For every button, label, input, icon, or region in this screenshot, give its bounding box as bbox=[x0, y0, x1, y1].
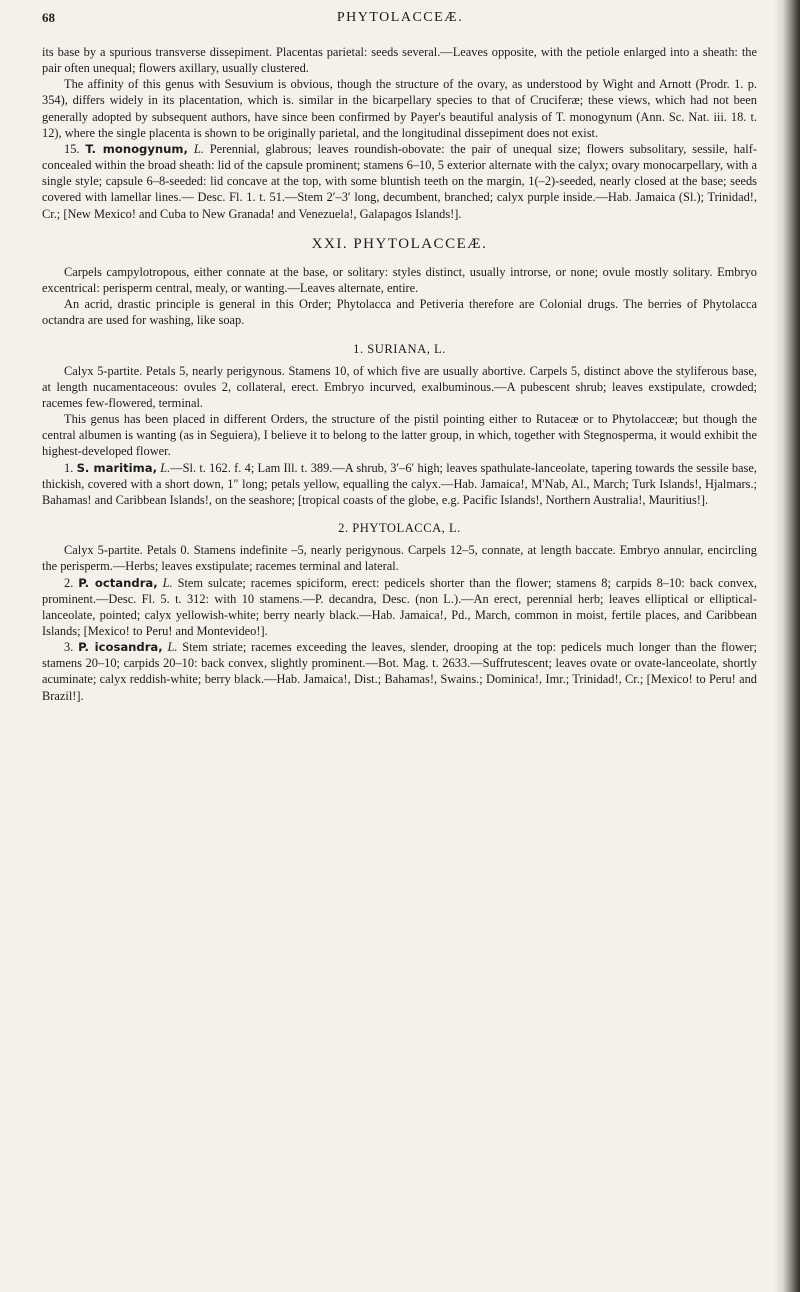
species-name: P. icosandra, bbox=[78, 640, 163, 655]
genus-description-suriana: Calyx 5-partite. Petals 5, nearly perigynous. Stamens 10, of which five are usually abortive. Carpels 5, distinct above the styliferous base, at length nucamentaceous: ovules 2, collateral, erect. Embryo incurved, exalbuminous.—A pubescent shrub; leaves exstipulate, crowded; racemes few-flowered, terminal. bbox=[42, 363, 757, 410]
species-entry-t-monogynum: 15. T. monogynum, L. Perennial, glabrous; leaves roundish-obovate: the pair of unequal size; flowers subsolitary, sessile, half-concealed within the broad sheath: lid of the capsule prominent; stamens 6–10, 5 exterior alternate with the calyx; ovary monocarpellary, with a single style; capsule 6–8-seeded: lid concave at the top, with some bluntish teeth on the margin, 1(–2)-seeded, nearly closed at the base; seeds covered with lamellar lines.— Desc. Fl. 1. t. 51.—Stem 2′–3′ long, decumbent, branched; calyx purple inside.—Hab. Jamaica (Sl.); Trinidad!, Cr.; [New Mexico! and Cuba to New Granada! and Venezuela!, Galapagos Islands!]. bbox=[42, 141, 757, 221]
order-heading: XXI. PHYTOLACCEÆ. bbox=[311, 235, 488, 252]
genus-heading-suriana: 1. SURIANA, L. bbox=[353, 341, 446, 356]
running-title: PHYTOLACCEÆ. bbox=[336, 10, 464, 25]
genus-description-phytolacca: Calyx 5-partite. Petals 0. Stamens indefinite –5, nearly perigynous. Carpels 12–5, connate, at length baccate. Embryo annular, encircling the perisperm.—Herbs; leaves exstipulate; racemes terminal and lateral. bbox=[42, 543, 757, 574]
species-name: T. monogynum, bbox=[85, 141, 188, 156]
order-notes: An acrid, drastic principle is general in this Order; Phytolacca and Petiveria therefore are Colonial drugs. The berries of Phytolacca octandra are used for washing, like soap. bbox=[42, 297, 757, 328]
genus-heading-phytolacca: 2. PHYTOLACCA, L. bbox=[338, 521, 461, 536]
genus-notes-suriana: This genus has been placed in different Orders, the structure of the pistil pointing either to Rutaceæ or to Phytolacceæ; but though the central albumen is wanting (as in Seguiera), I believe it to belong to the latter group, in which, together with Stegnosperma, it would exhibit the highest-developed flower. bbox=[42, 412, 757, 459]
species-name: S. maritima, bbox=[76, 460, 157, 475]
paragraph-continued: its base by a spurious transverse dissepiment. Placentas parietal: seeds several.—Leaves opposite, with the petiole enlarged into a sheath: the pair often unequal; flowers axillary, usually clustered. bbox=[42, 45, 757, 76]
page-number: 68 bbox=[42, 10, 55, 25]
page-body bbox=[42, 42, 757, 704]
species-entry-s-maritima: 1. S. maritima, L.—Sl. t. 162. f. 4; Lam Ill. t. 389.—A shrub, 3′–6′ high; leaves spathulate-lanceolate, tapering towards the sessile base, thickish, covered with a short down, 1″ long; petals yellow, equalling the calyx.—Hab. Jamaica!, M'Nab, Al., March; Turk Islands!, Hjalmars.; Bahamas! and Caribbean Islands!, on the seashore; [tropical coasts of the globe, e.g. Pacific Islands!, Northern Australia!, Mauritius!]. bbox=[42, 460, 757, 507]
paragraph-affinity: The affinity of this genus with Sesuvium is obvious, though the structure of the ovary, as understood by Wight and Arnott (Prodr. 1. p. 354), differs widely in its placentation, which is. similar in the bicarpellary species to that of Cruciferæ; these views, which had not been generally adopted by subsequent authors, have since been confirmed by Payer's beautiful analysis of T. monogynum (Ann. Sc. Nat. iii. 18. t. 12), where the single placenta is shown to be originally parietal, and the longitudinal dissepiment does not exist. bbox=[42, 77, 757, 140]
page-edge-shadow bbox=[774, 0, 800, 1292]
species-name: P. octandra, bbox=[78, 575, 158, 590]
species-entry-p-octandra: 2. P. octandra, L. Stem sulcate; racemes spiciform, erect: pedicels shorter than the flower; stamens 8; carpids 8–10: back convex, prominent.—Desc. Fl. 5. t. 312: with 10 stamens.—P. decandra, Desc. (non L.).—An erect, perennial herb; leaves elliptical or elliptical-lanceolate, pointed; calyx yellowish-white; berry nearly black.—Hab. Jamaica!, Pd., March, common in moist, fertile places, and Caribbean Islands; [Mexico! to Peru! and Montevideo!]. bbox=[42, 575, 757, 638]
order-description: Carpels campylotropous, either connate at the base, or solitary: styles distinct, usually introrse, or none; ovule mostly solitary. Embryo excentrical: perisperm central, mealy, or wanting.—Leaves alternate, entire. bbox=[42, 264, 757, 296]
species-entry-p-icosandra: 3. P. icosandra, L. Stem striate; racemes exceeding the leaves, slender, drooping at the top: pedicels much longer than the flower; stamens 20–10; carpids 20–10: back convex, slightly prominent.—Bot. Mag. t. 2633.—Suffrutescent; leaves ovate or ovate-lanceolate, shortly acuminate; calyx reddish-white; berry black.—Hab. Jamaica!, Dist.; Bahamas!, Swains.; Dominica!, Imr.; Trinidad!, Cr.; [Mexico! to Peru! and Brazil!]. bbox=[42, 640, 757, 703]
